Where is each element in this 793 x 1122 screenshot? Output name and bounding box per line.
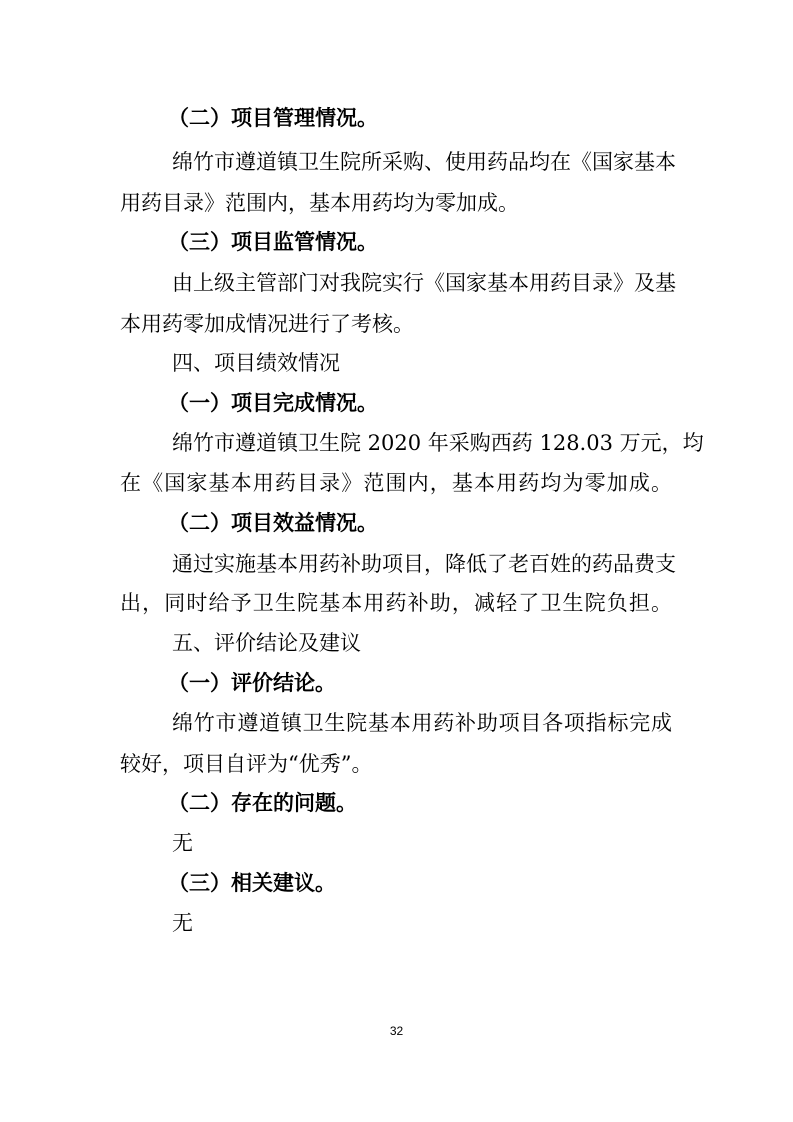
heading-project-supervision: （三）项目监管情况。 — [168, 230, 378, 254]
section-heading-conclusion: 五、评价结论及建议 — [172, 631, 361, 655]
heading-project-management: （二）项目管理情况。 — [168, 106, 378, 130]
paragraph-line: 出，同时给予卫生院基本用药补助，减轻了卫生院负担。 — [120, 591, 672, 615]
page-number: 32 — [389, 1024, 404, 1038]
paragraph-line: 绵竹市遵道镇卫生院 2020 年采购西药 128.03 万元，均 — [172, 431, 704, 455]
paragraph-line: 本用药零加成情况进行了考核。 — [120, 312, 414, 336]
paragraph-line: 无 — [172, 911, 193, 935]
paragraph-line: 绵竹市遵道镇卫生院基本用药补助项目各项指标完成 — [172, 711, 672, 735]
paragraph-line: 用药目录》范围内，基本用药均为零加成。 — [120, 191, 519, 215]
paragraph-line: 绵竹市遵道镇卫生院所采购、使用药品均在《国家基本 — [172, 150, 676, 174]
paragraph-line: 较好，项目自评为“优秀”。 — [120, 752, 373, 776]
heading-project-completion: （一）项目完成情况。 — [168, 391, 378, 415]
heading-evaluation-conclusion: （一）评价结论。 — [168, 671, 336, 695]
heading-project-benefit: （二）项目效益情况。 — [168, 511, 378, 535]
paragraph-line: 由上级主管部门对我院实行《国家基本用药目录》及基 — [172, 271, 676, 295]
paragraph-line: 无 — [172, 831, 193, 855]
paragraph-line: 通过实施基本用药补助项目，降低了老百姓的药品费支 — [172, 552, 676, 576]
section-heading-performance: 四、项目绩效情况 — [172, 351, 340, 375]
paragraph-line: 在《国家基本用药目录》范围内，基本用药均为零加成。 — [120, 471, 672, 495]
heading-related-suggestions: （三）相关建议。 — [168, 871, 336, 895]
heading-existing-problems: （二）存在的问题。 — [168, 791, 357, 815]
